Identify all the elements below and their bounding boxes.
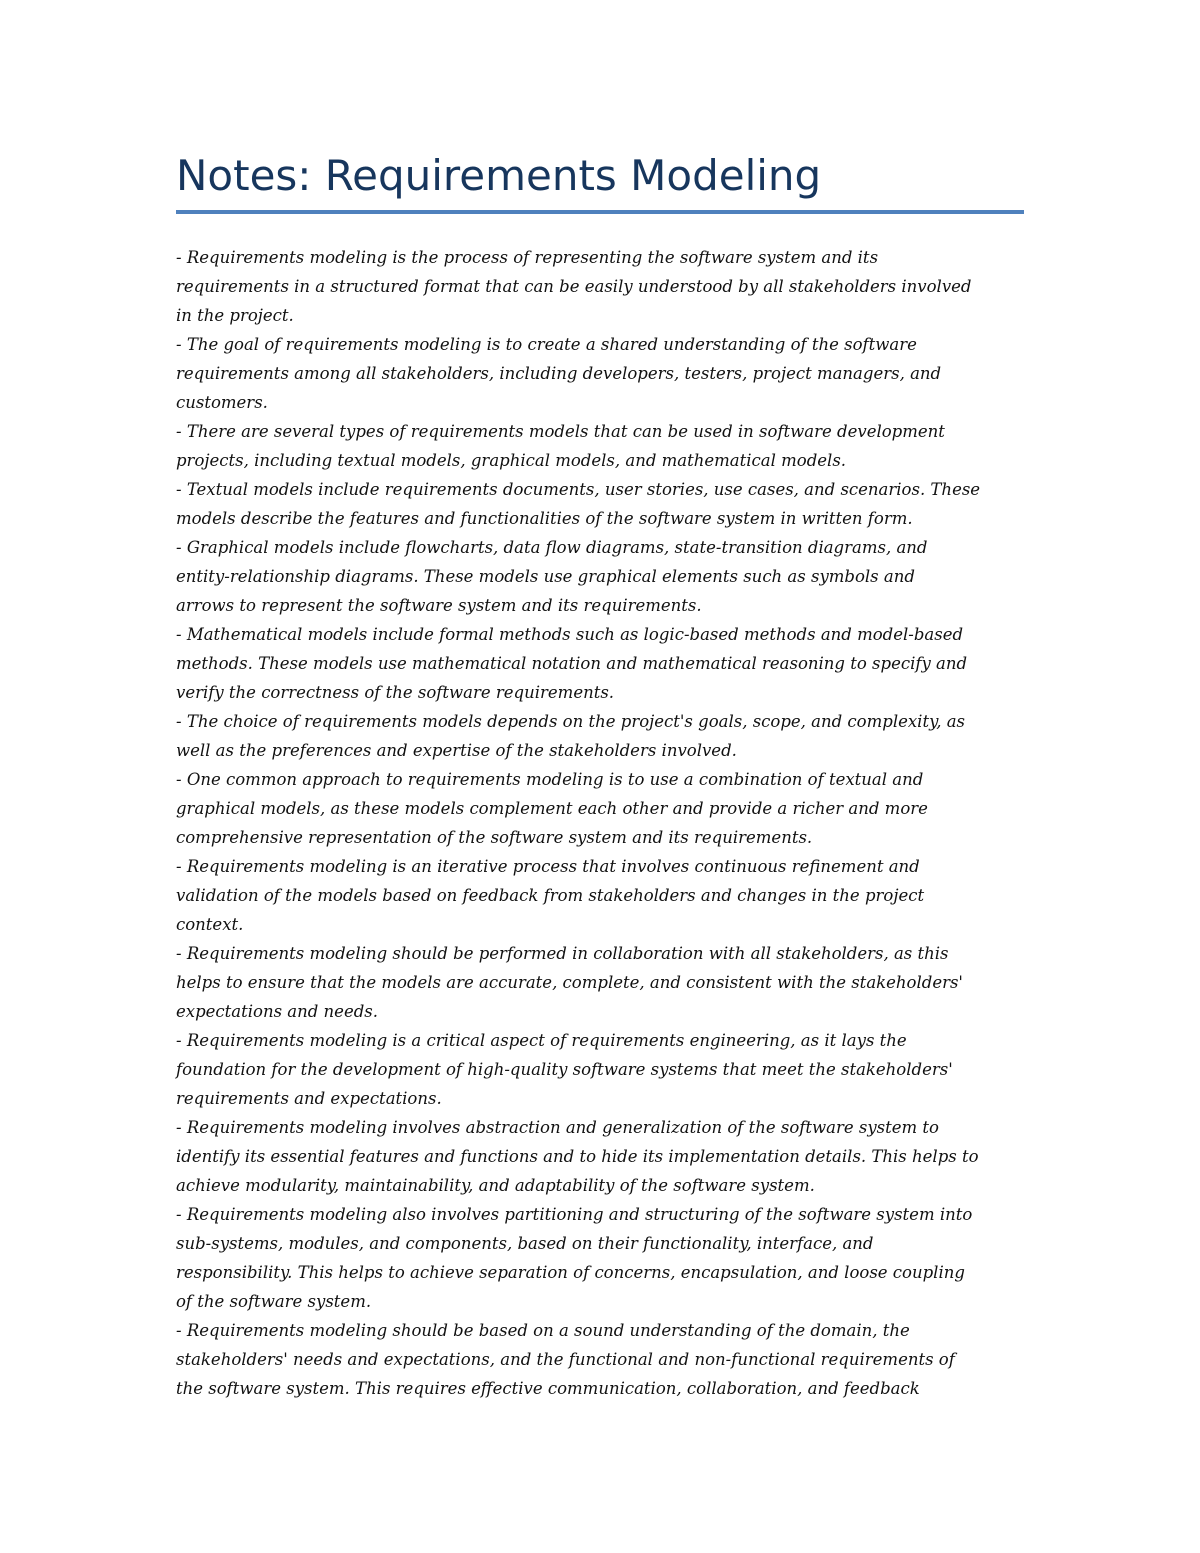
body-line: - Requirements modeling is an iterative process that involves continuous refinement and xyxy=(176,857,920,876)
body-line: the software system. This requires effective communication, collaboration, and feedback xyxy=(176,1379,920,1398)
body-line: projects, including textual models, graphical models, and mathematical models. xyxy=(176,451,847,470)
body-line: in the project. xyxy=(176,306,294,325)
notes-body xyxy=(176,243,1046,1403)
body-line: requirements and expectations. xyxy=(176,1089,442,1108)
body-line: arrows to represent the software system and its requirements. xyxy=(176,596,702,615)
body-line: verify the correctness of the software requirements. xyxy=(176,683,615,702)
body-line: - Requirements modeling involves abstraction and generalization of the software system to xyxy=(176,1118,939,1137)
body-line: stakeholders' needs and expectations, and the functional and non-functional requirements of xyxy=(176,1350,955,1369)
body-line: identify its essential features and functions and to hide its implementation details. This helps to xyxy=(176,1147,979,1166)
body-line: - There are several types of requirements models that can be used in software development xyxy=(176,422,945,441)
body-line: - Graphical models include flowcharts, data flow diagrams, state-transition diagrams, and xyxy=(176,538,928,557)
body-line: - The goal of requirements modeling is to create a shared understanding of the software xyxy=(176,335,917,354)
body-line: responsibility. This helps to achieve separation of concerns, encapsulation, and loose coupling xyxy=(176,1263,965,1282)
body-line: - Requirements modeling is the process of representing the software system and its xyxy=(176,248,879,267)
body-line: comprehensive representation of the software system and its requirements. xyxy=(176,828,813,847)
body-line: expectations and needs. xyxy=(176,1002,378,1021)
body-line: - Requirements modeling should be performed in collaboration with all stakeholders, as this xyxy=(176,944,949,963)
body-line: - Requirements modeling should be based on a sound understanding of the domain, the xyxy=(176,1321,910,1340)
body-line: helps to ensure that the models are accurate, complete, and consistent with the stakeholders' xyxy=(176,973,963,992)
body-line: achieve modularity, maintainability, and adaptability of the software system. xyxy=(176,1176,815,1195)
body-line: requirements among all stakeholders, including developers, testers, project managers, and xyxy=(176,364,942,383)
body-line: context. xyxy=(176,915,244,934)
body-line: customers. xyxy=(176,393,268,412)
body-line: graphical models, as these models complement each other and provide a richer and more xyxy=(176,799,928,818)
body-line: well as the preferences and expertise of the stakeholders involved. xyxy=(176,741,737,760)
body-line: - Mathematical models include formal methods such as logic-based methods and model-based xyxy=(176,625,964,644)
body-line: of the software system. xyxy=(176,1292,372,1311)
page-title: Notes: Requirements Modeling xyxy=(176,151,822,200)
body-line: - Textual models include requirements documents, user stories, use cases, and scenarios. These xyxy=(176,480,981,499)
body-line: methods. These models use mathematical notation and mathematical reasoning to specify and xyxy=(176,654,968,673)
body-line: - Requirements modeling also involves partitioning and structuring of the software system into xyxy=(176,1205,973,1224)
body-line: - The choice of requirements models depends on the project's goals, scope, and complexity, as xyxy=(176,712,965,731)
body-line: sub-systems, modules, and components, based on their functionality, interface, and xyxy=(176,1234,874,1253)
body-line: requirements in a structured format that can be easily understood by all stakeholders involved xyxy=(176,277,972,296)
body-line: foundation for the development of high-quality software systems that meet the stakeholders' xyxy=(176,1060,953,1079)
body-line: - One common approach to requirements modeling is to use a combination of textual and xyxy=(176,770,924,789)
title-underline xyxy=(176,210,1024,214)
body-line: entity-relationship diagrams. These models use graphical elements such as symbols and xyxy=(176,567,915,586)
body-line: models describe the features and functionalities of the software system in written form. xyxy=(176,509,913,528)
body-line: validation of the models based on feedback from stakeholders and changes in the project xyxy=(176,886,925,905)
body-line: - Requirements modeling is a critical aspect of requirements engineering, as it lays the xyxy=(176,1031,907,1050)
